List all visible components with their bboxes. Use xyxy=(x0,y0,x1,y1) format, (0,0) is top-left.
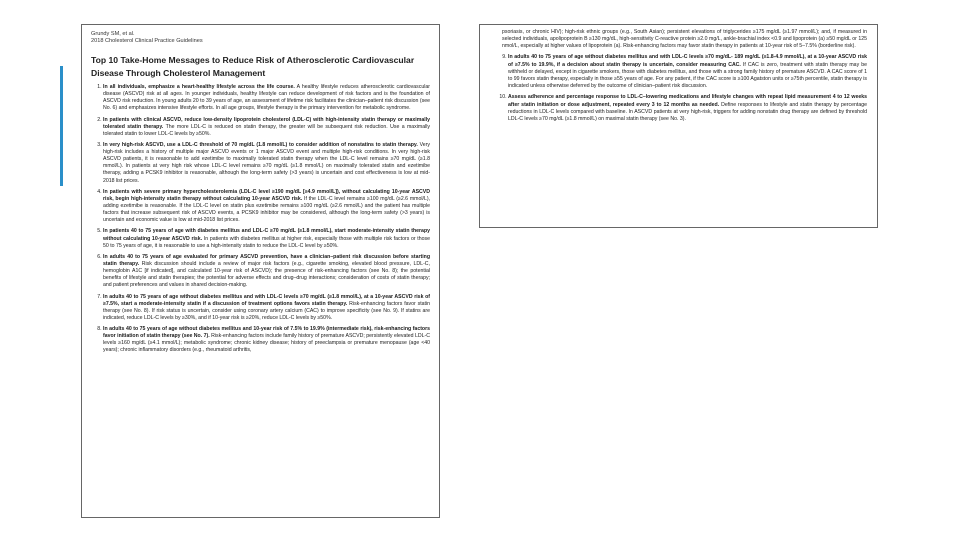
message-lead: In patients with severe primary hypercholesterolemia (LDL-C level ≥190 mg/dL [≥4.9 mmol/L]), without calculating 10-year ASCVD risk, begin high-intensity statin therapy without calculating 10-year ASCVD risk. xyxy=(103,188,430,202)
message-lead: Assess adherence and percentage response to LDL-C–lowering medications and lifestyle changes with repeat lipid measurement 4 to 12 weeks after statin initiation or dose adjustment, repeated every 3 to 12 months as needed. xyxy=(508,94,867,108)
message-item xyxy=(508,94,867,123)
message-item xyxy=(103,294,430,322)
message-lead: In very high-risk ASCVD, use a LDL-C threshold of 70 mg/dL (1.8 mmol/L) to consider addition of nonstatins to statin therapy. xyxy=(103,142,418,149)
message-body: Risk-enhancing factors favor statin therapy (see No. 8). If risk status is uncertain, consider using coronary artery calcium (CAC) to improve specificity (see No. 9). If statins are indicated, reduce LDL-C levels by ≥30%, and if 10-year risk is ≥20%, reduce LDL-C levels by ≥50%. xyxy=(103,300,431,321)
message-item xyxy=(103,142,430,185)
message-body: Define responses to lifestyle and statin therapy by percentage reductions in LDL-C levels compared with baseline. In ASCVD patients at very high-risk, triggers for adding nonstatin drug therapy are defined by threshold LDL-C levels ≥70 mg/dL (≥1.8 mmol/L) on maximal statin therapy (see No. 3). xyxy=(508,101,867,123)
message-body: In patients with diabetes mellitus at higher risk, especially those with multiple risk factors or those 50 to 75 years of age, it is reasonable to use a high-intensity statin to reduce the LDL-C level by ≥50%. xyxy=(103,235,430,249)
header-author: Grundy SM, et al. xyxy=(91,31,135,37)
message-body: A healthy lifestyle reduces atherosclerotic cardiovascular disease (ASCVD) risk at all ages. In younger individuals, healthy lifestyle can reduce development of risk factors and is the foundation of ASCVD risk reduction. In young adults 20 to 39 years of age, an assessment of lifetime risk facilitates the clinician–patient risk discussion (see No. 6) and emphasizes intensive lifestyle efforts. In all age groups, lifestyle therapy is the primary intervention for metabolic syndrome. xyxy=(103,84,430,112)
continuation-text: psoriasis, or chronic HIV); high-risk ethnic groups (e.g., South Asian); persistent elevations of triglycerides ≥175 mg/dL (≥1.97 mmol/L); and, if measured in selected individuals, apolipoprotein B ≥130 mg/dL, high-sensitivity C-reactive protein ≥2.0 mg/L, ankle-brachial index <0.9 and lipoprotein (a) ≥50 mg/dL or 125 nmol/L, especially at higher values of lipoprotein (a). Risk-enhancing factors may favor statin therapy in patients at 10-year risk of 5–7.5% (borderline risk). xyxy=(502,29,867,50)
message-lead: In adults 40 to 75 years of age evaluated for primary ASCVD prevention, have a clinician–patient risk discussion before starting statin therapy. xyxy=(103,253,430,267)
message-lead: In adults 40 to 75 years of age without diabetes mellitus and with LDL-C levels ≥70 mg/dL- 189 mg/dL (≥1.8-4.9 mmol/L), at a 10-year ASCVD risk of ≥7.5% to 19.9%, if a decision about statin therapy is uncertain, consider measuring CAC. xyxy=(508,54,867,68)
message-body: If CAC is zero, treatment with statin therapy may be withheld or delayed, except in cigarette smokers, those with diabetes mellitus, and those with a strong family history of premature ASCVD. A CAC score of 1 to 99 favors statin therapy, especially in those ≥55 years of age. For any patient, if the CAC score is ≥100 Agatston units or ≥75th percentile, statin therapy is indicated unless otherwise deferred by the outcome of clinician–patient risk discussion. xyxy=(508,61,867,90)
message-item xyxy=(508,54,867,90)
header-source: 2018 Cholesterol Clinical Practice Guidelines xyxy=(91,38,203,44)
message-item xyxy=(103,254,430,289)
message-lead: In patients 40 to 75 years of age with diabetes mellitus and LDL-C ≥70 mg/dL (≥1.8 mmol/L), start moderate-intensity statin therapy without calculating 10-year ASCVD risk. xyxy=(103,228,430,242)
message-lead: In adults 40 to 75 years of age without diabetes mellitus and with LDL-C levels ≥70 mg/dL (≥1.8 mmol/L), at a 10-year ASCVD risk of ≥7.5%, start a moderate-intensity statin if a discussion of treatment options favors statin therapy. xyxy=(103,293,430,307)
slide-accent-bar xyxy=(60,66,63,186)
message-lead: In all individuals, emphasize a heart-healthy lifestyle across the life course. xyxy=(103,84,295,90)
message-item xyxy=(103,84,430,112)
messages-list-right xyxy=(490,54,867,123)
message-item xyxy=(103,228,430,249)
messages-list-left xyxy=(91,84,430,355)
message-body: Risk discussion should include a review of major risk factors (e.g., cigarette smoking, elevated blood pressure, LDL-C, hemoglobin A1C [if indicated], and calculated 10-year risk of ASCVD); the presence of risk-enhancing factors (see No. 8); the potential benefits of lifestyle and statin therapies; the potential for adverse effects and drug–drug interactions; consideration of costs of statin therapy; and patient preferences and values in shared decision-making. xyxy=(103,261,430,289)
message-item xyxy=(103,189,430,224)
message-lead: In patients with clinical ASCVD, reduce low-density lipoprotein cholesterol (LDL-C) with high-intensity statin therapy or maximally tolerated statin therapy. xyxy=(103,116,430,130)
left-guideline-page xyxy=(81,24,440,518)
message-body: If the LDL-C level remains ≥100 mg/dL (≥2.6 mmol/L), adding ezetimibe is reasonable. If the LDL-C level on statin plus ezetimibe remains ≥100 mg/dL (≥2.6 mmol/L) and the patient has multiple factors that increase subsequent risk of ASCVD events, a PCSK9 inhibitor may be considered, although the long-term safety (>3 years) is uncertain and economic value is low at mid-2018 list prices. xyxy=(103,195,430,224)
message-body: The more LDL-C is reduced on statin therapy, the greater will be subsequent risk reduction. Use a maximally tolerated statin to lower LDL-C levels by ≥50%. xyxy=(103,123,431,137)
right-guideline-page xyxy=(479,24,878,228)
message-body: Very high-risk includes a history of multiple major ASCVD events or 1 major ASCVD event and multiple high-risk conditions. In very high-risk ASCVD patients, it is reasonable to add ezetimibe to maximally tolerated statin therapy when the LDL-C level remains ≥70 mg/dL (≥1.8 mmol/L). In patients at very high risk whose LDL-C level remains ≥70 mg/dL (≥1.8 mmol/L) on maximally tolerated statin and ezetimibe therapy, adding a PCSK9 inhibitor is reasonable, although the long-term safety (>3 years) is uncertain and cost effectiveness is low at mid-2018 list prices. xyxy=(103,142,431,184)
message-item xyxy=(103,117,430,138)
message-body: Risk-enhancing factors include family history of premature ASCVD; persistently elevated LDL-C levels ≥160 mg/dL (≥4.1 mmol/L); metabolic syndrome; chronic kidney disease; history of preeclampsia or premature menopause (age <40 years); chronic inflammatory disorders (e.g., rheumatoid arthritis, xyxy=(103,333,430,354)
document-title: Top 10 Take-Home Messages to Reduce Risk of Atherosclerotic Cardiovascular Disease Through Cholesterol Management xyxy=(91,55,415,78)
message-item xyxy=(103,326,430,354)
message-lead: In adults 40 to 75 years of age without diabetes mellitus and 10-year risk of 7.5% to 19.9% (intermediate risk), risk-enhancing factors favor initiation of statin therapy (see No. 7). xyxy=(103,326,430,340)
